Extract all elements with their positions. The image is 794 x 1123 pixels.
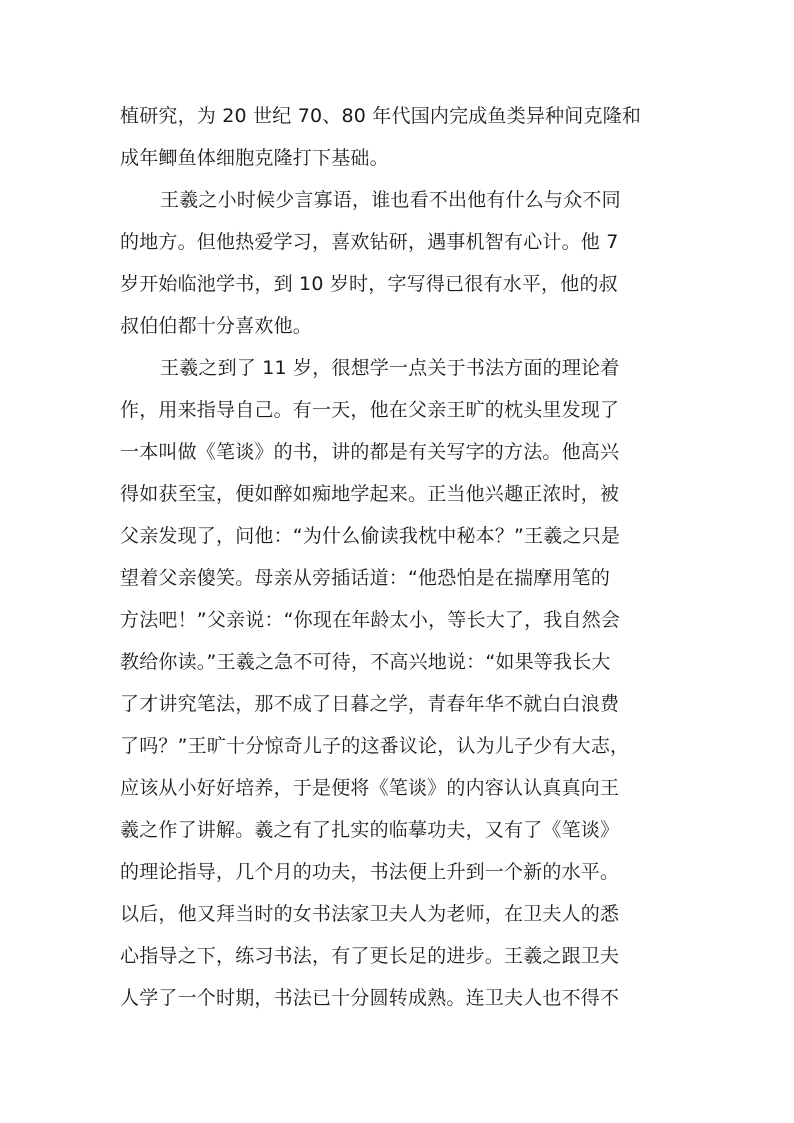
paragraph-3-line-10: 了吗？”王旷十分惊奇儿子的这番议论，认为儿子少有大志， <box>120 735 630 757</box>
paragraph-3-line-7: 方法吧！”父亲说：“你现在年龄太小，等长大了，我自然会 <box>120 609 621 631</box>
paragraph-3-line-14: 以后，他又拜当时的女书法家卫夫人为老师，在卫夫人的悉 <box>120 903 620 925</box>
paragraph-2-line-4: 叔伯伯都十分喜欢他。 <box>120 315 313 337</box>
paragraph-2-line-3: 岁开始临池学书，到 10 岁时，字写得已很有水平，他的叔 <box>120 273 618 295</box>
paragraph-3-line-12: 羲之作了讲解。羲之有了扎实的临摹功夫，又有了《笔谈》 <box>120 819 620 841</box>
paragraph-3-line-15: 心指导之下，练习书法，有了更长足的进步。王羲之跟卫夫 <box>120 945 620 967</box>
paragraph-3-line-13: 的理论指导，几个月的功夫，书法便上升到一个新的水平。 <box>120 861 620 883</box>
paragraph-2-line-2: 的地方。但他热爱学习，喜欢钻研，遇事机智有心计。他 7 <box>120 231 619 253</box>
paragraph-3-line-8: 教给你读。”王羲之急不可待，不高兴地说：“如果等我长大 <box>120 651 611 673</box>
paragraph-3-line-4: 得如获至宝，便如醉如痴地学起来。正当他兴趣正浓时，被 <box>120 483 620 505</box>
paragraph-1-line-1: 植研究，为 20 世纪 70、80 年代国内完成鱼类异种间克隆和 <box>120 105 642 127</box>
paragraph-3-line-6: 望着父亲傻笑。母亲从旁插话道：“他恐怕是在揣摩用笔的 <box>120 567 611 589</box>
paragraph-3-line-11: 应该从小好好培养，于是便将《笔谈》的内容认认真真向王 <box>120 777 620 799</box>
paragraph-3-line-3: 一本叫做《笔谈》的书，讲的都是有关写字的方法。他高兴 <box>120 441 620 463</box>
paragraph-3-line-2: 作，用来指导自己。有一天，他在父亲王旷的枕头里发现了 <box>120 399 620 421</box>
paragraph-3-line-1: 王羲之到了 11 岁，很想学一点关于书法方面的理论着 <box>160 357 620 379</box>
paragraph-3-line-5: 父亲发现了，问他：“为什么偷读我枕中秘本？”王羲之只是 <box>120 525 621 547</box>
paragraph-3-line-16: 人学了一个时期，书法已十分圆转成熟。连卫夫人也不得不 <box>120 987 620 1009</box>
paragraph-2-line-1: 王羲之小时候少言寡语，谁也看不出他有什么与众不同 <box>160 189 621 211</box>
paragraph-1-line-2: 成年鲫鱼体细胞克隆打下基础。 <box>120 147 389 169</box>
paragraph-3-line-9: 了才讲究笔法，那不成了日暮之学，青春年华不就白白浪费 <box>120 693 620 715</box>
